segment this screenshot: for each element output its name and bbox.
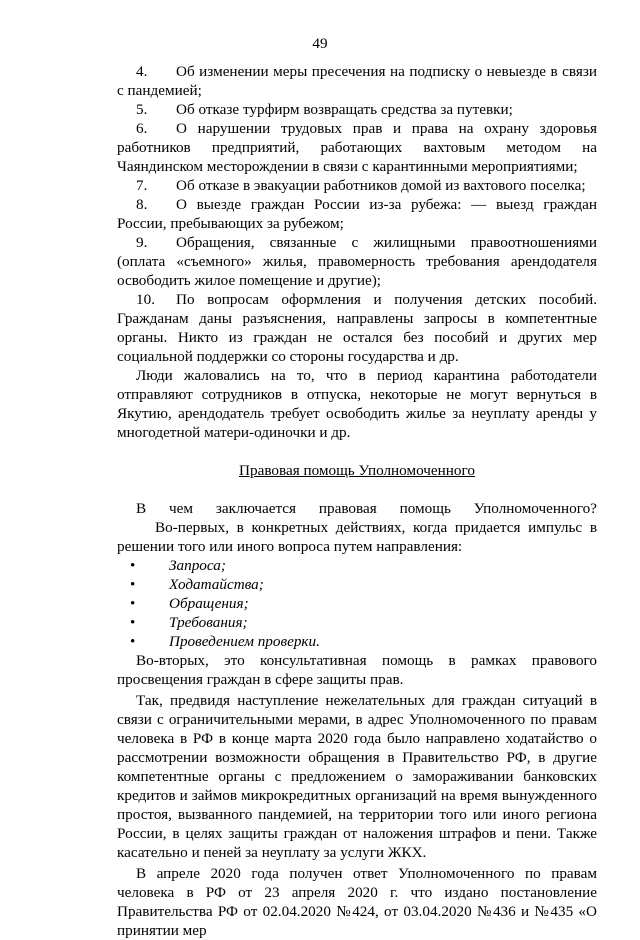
item-text: Об отказе в эвакуации работников домой из вахтового поселка; — [176, 177, 586, 194]
item-number: 4. — [136, 63, 148, 80]
item-text: О нарушении трудовых прав и права на охрану здоровья работников предприятий, работающих вахтовым методом на Чаяндинском месторождении в связи с карантинными мероприятиями; — [117, 120, 597, 175]
item-text: По вопросам оформления и получения детских пособий. Гражданам даны разъяснения, направлены запросы в компетентные органы. Никто из граждан не остался без пособий и других мер социальной поддержки со стороны государства и др. — [117, 291, 597, 365]
list-item — [117, 233, 597, 290]
second-point-paragraph: Во-вторых, это консультативная помощь в рамках правового просвещения граждан в сфере защиты прав. — [117, 652, 597, 688]
first-point-paragraph: Во-первых, в конкретных действиях, когда придается импульс в решении того или иного вопроса путем направления: — [117, 519, 597, 555]
item-text: Об изменении меры пресечения на подписку о невыезде в связи с пандемией; — [117, 63, 597, 99]
question-word: правовая — [318, 500, 377, 517]
item-text: Об отказе турфирм возвращать средства за путевки; — [176, 101, 513, 118]
list-item — [117, 290, 597, 366]
list-item — [117, 62, 597, 100]
page-number: 49 — [312, 35, 328, 52]
bullet-item: • Обращения; — [117, 594, 597, 613]
item-text: Обращения, связанные с жилищными правоотношениями (оплата «съемного» жилья, правомерность требования арендодателя освободить жилое помещение и другие); — [117, 234, 597, 289]
item-number: 9. — [136, 234, 148, 251]
paragraph-april: В апреле 2020 года получен ответ Уполномоченного по правам человека в РФ от 23 апреля 2020 г. что издано постановление Правительства РФ от 02.04.2020 №424, от 03.04.2020 №436 и №435 «О принятии мер — [117, 865, 597, 939]
bullet-item: • Проведением проверки. — [117, 632, 597, 651]
list-item — [117, 176, 597, 195]
question-word: В — [136, 500, 147, 517]
item-number: 5. — [136, 101, 148, 118]
question-word: чем — [169, 500, 194, 517]
page-content — [117, 62, 597, 940]
paragraph-so: Так, предвидя наступление нежелательных для граждан ситуаций в связи с ограничительными мерами, в адрес Уполномоченного по правам человека в РФ в конце марта 2020 года было направлено ходатайство о рассмотрении возможности обращения в Правительство РФ, в другие компетентные органы с предложением о замораживании банковских кредитов и займов микрокредитных организаций на время вынужденного простоя, вызванного пандемией, на территории того или иного региона России, в целях защиты граждан от наложения штрафов и пени. Также касательно и пеней за неуплату за услуги ЖКХ. — [117, 692, 597, 861]
section-heading: Правовая помощь Уполномоченного — [239, 462, 475, 479]
item-number: 8. — [136, 196, 148, 213]
item-number: 6. — [136, 120, 148, 137]
question-word: помощь — [399, 500, 451, 517]
bullet-list — [117, 556, 597, 651]
item-text: О выезде граждан России из-за рубежа: — выезд граждан России, пребывающих за рубежом; — [117, 196, 597, 232]
question-word: заключается — [215, 500, 297, 517]
bullet-item: • Запроса; — [117, 556, 597, 575]
question-word: Уполномоченного? — [473, 500, 597, 517]
bullet-item: • Требования; — [117, 613, 597, 632]
bullet-item: • Ходатайства; — [117, 575, 597, 594]
question-line — [136, 499, 597, 518]
list-item — [117, 119, 597, 176]
item-number: 7. — [136, 177, 148, 194]
complaints-paragraph: Люди жаловались на то, что в период карантина работодатели отправляют сотрудников в отпуска, некоторые не могут вернуться в Якутию, арендодатель требует освободить жилье за неуплату аренды у многодетной матери-одиночки и др. — [117, 367, 597, 441]
list-item — [117, 100, 597, 119]
list-item — [117, 195, 597, 233]
item-number: 10. — [136, 291, 155, 308]
